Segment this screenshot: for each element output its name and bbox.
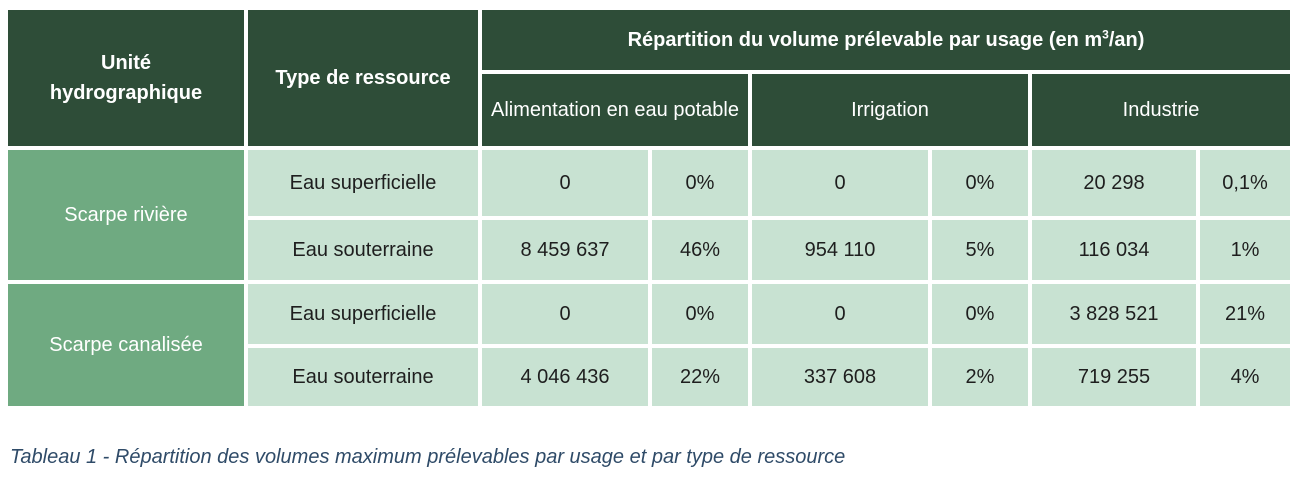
type-cell: Eau souterraine	[248, 348, 478, 406]
value-cell: 3 828 521	[1032, 284, 1196, 344]
percent-cell: 21%	[1200, 284, 1290, 344]
type-cell: Eau superficielle	[248, 150, 478, 216]
unit-cell: Scarpe canalisée	[8, 284, 244, 406]
table-caption: Tableau 1 - Répartition des volumes maximum prélevables par usage et par type de ressource	[10, 446, 846, 468]
value-cell: 0	[482, 150, 648, 216]
percent-cell: 0%	[932, 150, 1028, 216]
type-cell: Eau superficielle	[248, 284, 478, 344]
table-row	[8, 150, 1290, 216]
header-repartition-suffix: /an)	[1108, 29, 1145, 51]
header-repartition-sup: 3	[1102, 27, 1109, 42]
header-unite	[8, 10, 244, 146]
percent-cell: 5%	[932, 220, 1028, 280]
value-cell: 337 608	[752, 348, 928, 406]
type-cell: Eau souterraine	[248, 220, 478, 280]
percent-cell: 22%	[652, 348, 748, 406]
table-row	[8, 284, 1290, 344]
header-type: Type de ressource	[248, 10, 478, 146]
percent-cell: 0%	[652, 284, 748, 344]
value-cell: 0	[752, 150, 928, 216]
percent-cell: 0,1%	[1200, 150, 1290, 216]
header-repartition-prefix: Répartition du volume prélevable par usage (en m	[627, 29, 1103, 51]
percent-cell: 0%	[652, 150, 748, 216]
header-unite-line1: Unité	[101, 52, 151, 74]
percent-cell: 46%	[652, 220, 748, 280]
percent-cell: 4%	[1200, 348, 1290, 406]
header-repartition	[482, 10, 1290, 70]
value-cell: 0	[482, 284, 648, 344]
percent-cell: 2%	[932, 348, 1028, 406]
header-usage-irrigation: Irrigation	[752, 74, 1028, 146]
value-cell: 4 046 436	[482, 348, 648, 406]
value-cell: 719 255	[1032, 348, 1196, 406]
value-cell: 954 110	[752, 220, 928, 280]
percent-cell: 1%	[1200, 220, 1290, 280]
header-usage-industrie: Industrie	[1032, 74, 1290, 146]
unit-cell: Scarpe rivière	[8, 150, 244, 280]
percent-cell: 0%	[932, 284, 1028, 344]
volume-table	[4, 6, 1294, 410]
value-cell: 116 034	[1032, 220, 1196, 280]
header-unite-line2: hydrographique	[49, 82, 203, 104]
value-cell: 8 459 637	[482, 220, 648, 280]
value-cell: 0	[752, 284, 928, 344]
value-cell: 20 298	[1032, 150, 1196, 216]
header-usage-aep: Alimentation en eau potable	[482, 74, 748, 146]
